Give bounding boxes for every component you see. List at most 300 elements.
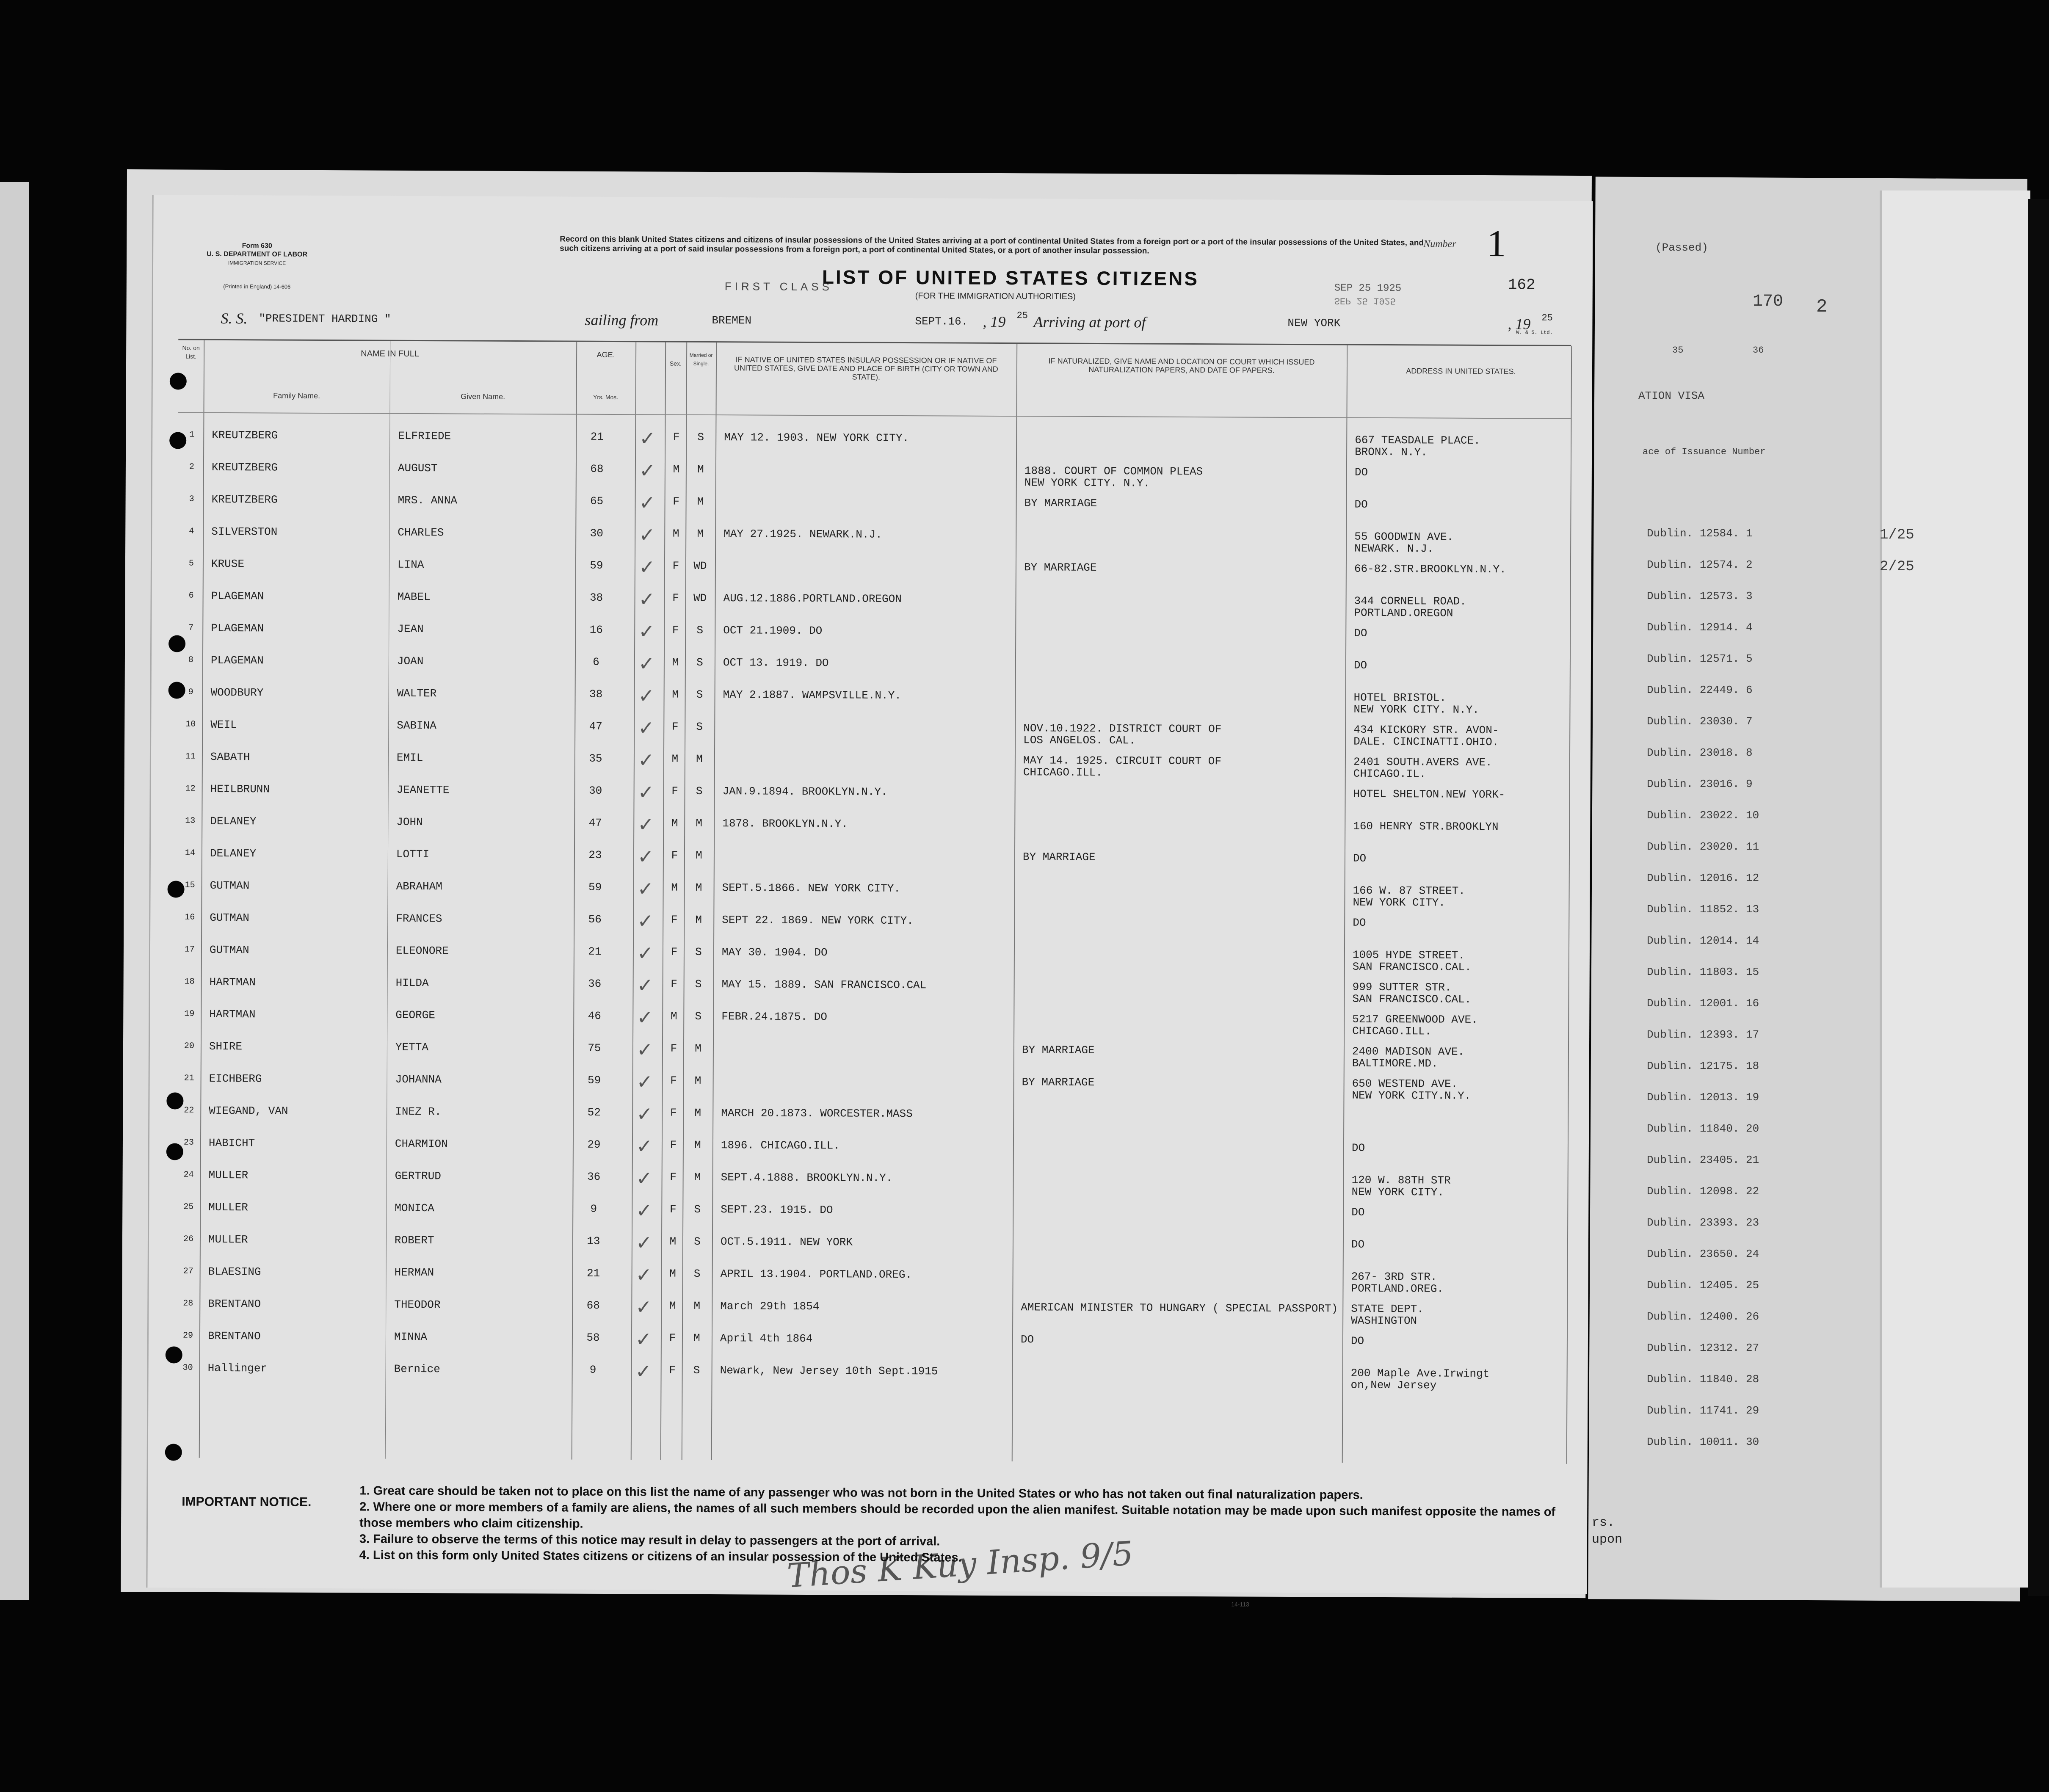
table-row [176,875,1569,914]
header-native: IF NATIVE OF UNITED STATES INSULAR POSSESSION OR IF NATIVE OF UNITED STATES, GIVE DATE AND PLACE OF BIRTH (CITY OR TOWN AND STATE). [734,355,998,381]
cell-addr: 1005 HYDE STREET. SAN FRANCISCO.CAL. [1352,948,1472,974]
number-value: 1 [1487,223,1506,265]
cell-sex: M [672,527,679,540]
notice-item: 4. List on this form only United States citizens or citizens of an insular possession of the United States. [359,1548,962,1565]
cell-age: 56 [588,913,602,926]
cell-family: HARTMAN [209,975,256,989]
punch-hole [166,1092,183,1109]
table-row [178,457,1571,495]
cell-family: KRUSE [211,557,245,571]
cell-age: 59 [587,1074,601,1087]
check-mark-icon: ✓ [638,748,654,772]
cell-birth: MAY 27.1925. NEWARK.N.J. [724,527,882,541]
cell-addr: 650 WESTEND AVE. NEW YORK CITY.N.Y. [1352,1077,1471,1102]
cell-nat: MAY 14. 1925. CIRCUIT COURT OF CHICAGO.ILL. [1023,754,1222,779]
cell-sex: F [670,1042,677,1055]
cell-birth: SEPT.4.1888. BROOKLYN.N.Y. [721,1171,893,1185]
cell-birth: Newark, New Jersey 10th Sept.1915 [720,1364,938,1378]
notice-item: 3. Failure to observe the terms of this notice may result in delay to passengers at the port of arrival. [359,1532,940,1549]
cell-birth: MAY 15. 1889. SAN FRANCISCO.CAL [721,978,927,992]
check-mark-icon: ✓ [636,1070,653,1093]
cell-nat [1024,433,1346,434]
cell-ms: S [696,688,703,701]
cell-age: 13 [587,1234,600,1248]
side-sheet-row: Dublin. 12175. 18 [1647,1060,1759,1072]
cell-addr: 166 W. 87 STREET. NEW YORK CITY. [1353,884,1465,909]
cell-ms: M [696,817,703,830]
cell-family: DELANEY [210,847,257,860]
cell-addr: 55 GOODWIN AVE. NEWARK. N.J. [1354,530,1454,555]
check-mark-icon: ✓ [637,942,654,965]
cell-sex: M [672,656,679,669]
side-sheet-row: Dublin. 12584. 1 [1647,527,1753,540]
cell-ms: S [697,431,704,444]
cell-ms: S [694,1203,701,1216]
cell-age: 59 [588,881,602,894]
cell-ms: M [694,1074,701,1087]
side-sheet-row: Dublin. 12001. 16 [1647,997,1759,1010]
record-instructions: Record on this blank United States citizens and citizens of insular possessions of the United States arriving at a port of continental United States from a foreign port or a port of the insular possessions of the United States, and such citizens arriving at a port of said insular possessions from a foreign port, a port of continental United States, or a port of another insular possession. [560,235,1424,256]
table-row [177,650,1570,688]
inspector-remark: Thos K Kuy Insp. 9/5 [786,1534,1135,1596]
page-number: 162 [1508,276,1535,294]
cell-given: EMIL [396,751,423,765]
cell-nat [1024,690,1345,691]
page-title: LIST OF UNITED STATES CITIZENS [822,266,1199,290]
cell-addr: DO [1353,852,1367,865]
cell-addr [1352,1110,1568,1111]
cell-nat [1021,1269,1343,1270]
cell-ms: S [693,1267,701,1280]
arriving-label: Arriving at port of [1033,313,1146,331]
cell-sex: F [672,624,679,637]
table-row [174,1326,1567,1364]
check-mark-icon: ✓ [635,1328,652,1351]
cell-given: MINNA [394,1330,428,1344]
side-frac-1: 1/25 [1880,527,1914,543]
check-mark-icon: ✓ [635,1360,652,1383]
cell-given: Bernice [394,1362,440,1376]
side-sheet-row: Dublin. 11852. 13 [1647,903,1759,916]
voyage-line [221,309,1575,337]
cell-no: 14 [185,848,196,858]
cell-no: 28 [183,1298,193,1309]
cell-nat [1022,1173,1343,1174]
table-row [177,586,1570,624]
table-row [176,843,1569,881]
cell-family: PLAGEMAN [210,654,264,667]
cell-ms: M [694,1138,701,1151]
form-printed: (Printed in England) 14-606 [223,283,291,290]
table-row [174,1262,1567,1300]
side-sheet-row: Dublin. 12574. 2 [1647,558,1753,571]
cell-age: 38 [589,591,603,604]
cell-age: 6 [593,655,599,668]
cell-nat: DO [1020,1333,1034,1346]
check-mark-icon: ✓ [638,588,655,611]
cell-given: GERTRUD [395,1169,441,1183]
side-sheet-row: Dublin. 12016. 12 [1647,872,1759,884]
manifest-page [121,169,1592,1608]
side-sheet-row: Dublin. 12405. 25 [1647,1279,1759,1292]
cell-sex: F [671,977,677,991]
arrival-year-prefix: , 19 [1508,315,1531,333]
cell-ms: WD [693,559,707,572]
side-sheet-row: Dublin. 12393. 17 [1647,1028,1759,1041]
side-issuance: ace of Issuance Number [1643,447,1766,457]
check-mark-icon: ✓ [638,781,654,804]
side-sheet-row: Dublin. 11840. 20 [1647,1122,1759,1135]
cell-nat: BY MARRIAGE [1022,850,1096,864]
cell-birth [723,753,1015,754]
left-paper-edge [0,182,29,1600]
cell-addr: DO [1351,1238,1365,1251]
ship-name: "PRESIDENT HARDING " [259,312,391,326]
cell-addr: 5217 GREENWOOD AVE. CHICAGO.ILL. [1352,1013,1478,1038]
cell-no: 15 [185,880,195,890]
cell-no: 19 [184,1009,195,1019]
cell-addr: 999 SUTTER STR. SAN FRANCISCO.CAL. [1352,980,1472,1006]
cell-sex: M [671,881,678,894]
cell-given: YETTA [395,1041,429,1054]
cell-addr: DO [1354,466,1368,479]
cell-given: SABINA [397,719,436,732]
cell-family: GUTMAN [210,879,250,892]
cell-age: 16 [589,623,603,636]
cell-addr: DO [1350,1334,1364,1347]
check-mark-icon: ✓ [636,1135,653,1158]
cell-age: 23 [588,848,602,861]
cell-birth [723,721,1015,722]
cell-family: EICHBERG [209,1072,262,1085]
cell-age: 47 [589,720,602,733]
header-address: ADDRESS IN UNITED STATES. [1406,367,1516,376]
arrival-year: 25 [1541,312,1553,323]
check-mark-icon: ✓ [638,652,655,675]
cell-age: 29 [587,1138,601,1151]
cell-given: JEAN [397,622,424,636]
cell-no: 1 [189,430,195,440]
cell-addr: 667 TEASDALE PLACE. BRONX. N.Y. [1355,434,1480,459]
cell-age: 36 [587,1170,601,1183]
side-sheet-row: Dublin. 22449. 6 [1647,684,1753,696]
cell-no: 4 [189,526,194,536]
cell-family: BRENTANO [208,1297,261,1311]
cell-given: CHARMION [395,1137,448,1151]
cell-birth [722,850,1014,851]
form-service: IMMIGRATION SERVICE [228,260,286,266]
header-given-name: Given Name. [461,392,505,401]
cell-family: SHIRE [209,1040,243,1053]
ws-code: W. & S. Ltd. [1516,329,1553,336]
cell-given: LOTTI [396,848,430,861]
table-row [174,1294,1567,1332]
cell-given: MABEL [397,590,431,604]
cell-age: 46 [588,1009,601,1022]
cell-no: 29 [182,1331,193,1341]
table-row [177,682,1569,721]
table-row [175,972,1568,1010]
check-mark-icon: ✓ [638,813,654,836]
cell-family: MULLER [208,1233,248,1246]
cell-no: 11 [185,751,196,762]
cell-ms: S [693,1364,700,1377]
cell-sex: F [670,1171,677,1184]
cell-ms: M [697,527,704,540]
form-number: Form 630 [242,242,272,250]
cell-given: JOAN [397,654,424,668]
cell-age: 9 [589,1363,596,1376]
cell-no: 16 [185,912,195,922]
cell-family: WEIL [210,718,237,732]
number-label: Number [1423,238,1456,250]
cell-family: HABICHT [208,1136,255,1150]
cell-no: 2 [189,462,194,472]
table-row [177,747,1569,785]
cell-addr: 2400 MADISON AVE. BALTIMORE.MD. [1352,1045,1465,1070]
check-mark-icon: ✓ [637,909,654,933]
cell-ms: S [696,656,703,669]
table-row [176,779,1569,817]
cell-given: HERMAN [394,1266,434,1279]
cell-ms: S [696,784,703,798]
cell-birth: FEBR.24.1875. DO [721,1010,827,1024]
cell-no: 24 [183,1170,194,1180]
cell-birth: MAY 30. 1904. DO [721,946,828,959]
manifest-sheet [146,195,1593,1608]
side-sheet-row: Dublin. 23018. 8 [1647,746,1753,759]
cell-age: 30 [590,527,603,540]
cell-no: 10 [185,719,196,729]
cell-ms: M [695,881,702,894]
cell-no: 6 [188,591,194,601]
cell-family: KREUTZBERG [211,461,278,474]
cell-addr: HOTEL BRISTOL. NEW YORK CITY. N.Y. [1353,691,1479,716]
cell-birth: 1896. CHICAGO.ILL. [721,1139,840,1152]
cell-no: 20 [184,1041,195,1051]
cell-sex: F [671,720,679,733]
cell-given: ELEONORE [395,944,449,958]
cell-ms: S [695,1010,702,1023]
cell-family: HEILBRUNN [210,782,270,796]
punch-hole [166,1346,182,1363]
cell-family: GUTMAN [210,911,249,925]
cell-addr: 120 W. 88TH STR NEW YORK CITY. [1351,1173,1451,1199]
side-sheet-row: Dublin. 11840. 28 [1647,1373,1759,1386]
cell-ms: M [695,1042,701,1055]
cell-nat: BY MARRIAGE [1022,1044,1095,1057]
arrival-port: NEW YORK [1287,316,1341,330]
cell-family: BLAESING [208,1265,261,1278]
cell-given: GEORGE [395,1008,435,1022]
cell-given: INEZ R. [395,1105,442,1118]
cell-birth [724,560,1016,561]
sailing-label: sailing from [585,311,659,329]
cell-sex: F [672,559,679,572]
cell-sex: M [669,1299,676,1312]
cell-age: 9 [590,1202,597,1215]
cell-family: GUTMAN [209,943,249,957]
cell-nat: BY MARRIAGE [1024,561,1097,574]
cell-given: JOHANNA [395,1073,442,1086]
class-label: FIRST CLASS [724,280,833,293]
cell-birth [721,1043,1013,1044]
departure-date: SEPT.16. [915,315,968,328]
cell-age: 21 [590,430,604,443]
cell-family: Hallinger [207,1361,268,1375]
cell-birth: OCT 13. 1919. DO [723,656,829,670]
cell-nat [1024,529,1346,530]
cell-birth: AUG.12.1886.PORTLAND.OREGON [723,592,902,605]
cell-given: WALTER [397,687,437,700]
cell-nat: BY MARRIAGE [1024,497,1097,510]
cell-given: JEANETTE [396,783,450,797]
cell-family: MULLER [208,1201,248,1214]
cell-nat [1022,1108,1343,1110]
departure-port: BREMEN [712,314,752,327]
cell-sex: F [671,913,678,926]
side-sheet-row: Dublin. 23016. 9 [1647,778,1753,790]
cell-sex: M [669,1235,677,1248]
side-sheet-row: Dublin. 12571. 5 [1647,652,1753,665]
cell-given: THEODOR [394,1298,441,1312]
cell-no: 30 [182,1363,193,1373]
side-sheet-row: Dublin. 11741. 29 [1647,1404,1759,1417]
cell-ms: M [696,849,702,862]
cell-given: LINA [397,558,424,572]
punch-hole [165,1444,182,1461]
cell-addr: 66-82.STR.BROOKLYN.N.Y. [1354,562,1506,576]
check-mark-icon: ✓ [637,1006,653,1029]
punch-hole [170,373,187,389]
punch-hole [166,1143,183,1160]
cell-age: 68 [590,462,604,475]
cell-no: 21 [184,1073,194,1083]
cell-sex: M [672,688,679,701]
side-sheet-row: Dublin. 23030. 7 [1647,715,1753,728]
cell-given: JOHN [396,815,423,829]
cell-nat [1022,1012,1344,1013]
cell-birth: JAN.9.1894. BROOKLYN.N.Y. [722,785,888,798]
cell-sex: F [671,849,678,862]
cell-sex: M [669,1267,676,1280]
cell-family: KREUTZBERG [212,428,278,442]
date-stamp-mirror: SEP 25 1925 [1334,295,1396,306]
check-mark-icon: ✓ [636,1102,653,1126]
table-row [175,1036,1568,1074]
cell-birth [721,1075,1013,1076]
table-row [174,1358,1566,1396]
cell-no: 27 [183,1266,193,1276]
cell-birth [724,496,1016,497]
check-mark-icon: ✓ [639,523,655,547]
cell-age: 35 [589,752,602,765]
cell-nat [1021,1237,1343,1238]
cell-ms: WD [693,591,707,605]
cell-given: ROBERT [394,1234,434,1247]
cell-age: 68 [586,1299,600,1312]
cell-birth: March 29th 1854 [720,1300,820,1313]
cell-no: 8 [188,655,193,665]
side-bottom-2: upon [1592,1532,1623,1547]
cell-birth: SEPT.5.1866. NEW YORK CITY. [722,881,900,895]
cell-sex: F [671,784,678,798]
side-sheet-row: Dublin. 23405. 21 [1647,1154,1759,1166]
table-row [175,1101,1568,1139]
cell-age: 65 [590,494,604,508]
cell-addr: DO [1351,1141,1365,1154]
cell-given: ABRAHAM [396,880,442,893]
right-edge [2028,199,2049,1596]
cell-no: 9 [188,687,193,697]
side-frac-2: 2/25 [1880,559,1914,575]
header-age: AGE. [596,350,615,359]
cell-family: WOODBURY [210,686,264,699]
cell-ms: S [694,1235,701,1248]
side-sheet-row: Dublin. 12014. 14 [1647,934,1759,947]
table-row [178,425,1571,463]
cell-birth: APRIL 13.1904. PORTLAND.OREG. [720,1267,912,1281]
check-mark-icon: ✓ [639,459,656,482]
cell-family: HARTMAN [209,1008,256,1021]
side-sheet-row: Dublin. 12400. 26 [1647,1310,1759,1323]
notice-items [359,1483,1579,1568]
cell-no: 3 [189,494,194,504]
cell-no: 13 [185,816,196,826]
cell-birth: April 4th 1864 [720,1332,813,1345]
header-naturalized: IF NATURALIZED, GIVE NAME AND LOCATION OF COURT WHICH ISSUED NATURALIZATION PAPERS, AND DATE OF PAPERS. [1048,356,1315,375]
cell-addr: DO [1354,627,1367,640]
cell-addr: DO [1354,498,1368,511]
cell-birth: SEPT.23. 1915. DO [721,1203,833,1217]
punch-hole [169,432,186,449]
cell-addr: 434 KICKORY STR. AVON- DALE. CINCINATTI.OHIO. [1353,723,1499,749]
right-paper-stack [1880,191,2030,1588]
cell-sex: F [670,1074,677,1087]
cell-nat: NOV.10.1922. DISTRICT COURT OF LOS ANGELOS. CAL. [1023,722,1222,747]
cell-ms: M [693,1299,701,1312]
cell-age: 52 [587,1106,601,1119]
cell-addr: DO [1353,916,1366,929]
cell-nat [1024,658,1345,659]
cell-sex: M [671,752,679,765]
table-row [177,618,1570,656]
side-sheet-row: Dublin. 23393. 23 [1647,1216,1759,1229]
cell-birth: MARCH 20.1873. WORCESTER.MASS [721,1107,913,1121]
punch-hole [167,881,184,897]
cell-nat: BY MARRIAGE [1022,1076,1095,1089]
cell-given: HILDA [395,976,429,990]
cell-family: PLAGEMAN [211,621,264,635]
cell-sex: M [671,817,678,830]
cell-sex: F [669,1364,676,1377]
table-row [177,715,1569,753]
header-yrs-mos: Yrs. Mos. [593,393,619,401]
table-row [175,1069,1568,1107]
cell-no: 7 [188,623,194,633]
check-mark-icon: ✓ [639,427,656,450]
table-row [175,1133,1568,1171]
cell-ms: M [694,1106,701,1119]
header-name-in-full: NAME IN FULL [361,349,420,359]
cell-sex: F [671,945,678,958]
table-row [176,940,1569,978]
side-num-170: 170 [1753,292,1784,311]
check-mark-icon: ✓ [638,555,655,579]
form-info [187,242,327,291]
check-mark-icon: ✓ [637,845,654,868]
punch-hole [168,682,185,699]
